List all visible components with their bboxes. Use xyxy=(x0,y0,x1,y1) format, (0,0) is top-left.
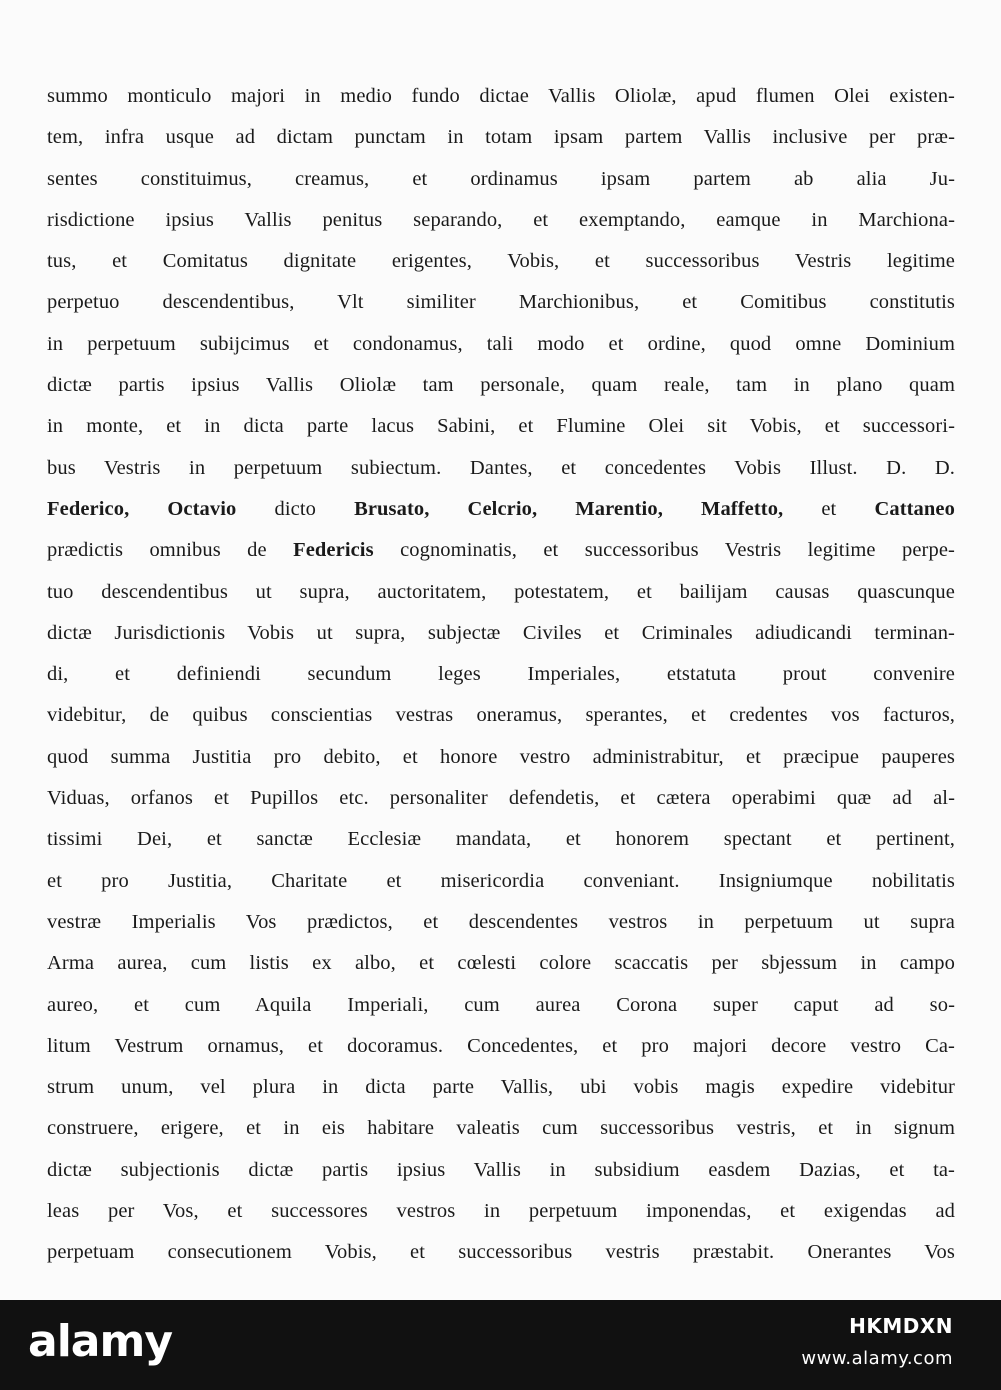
text-line: bus Vestris in perpetuum subiectum. Dantes, et concedentes Vobis Illust. D. D. xyxy=(47,456,955,479)
text-line: quod summa Justitia pro debito, et honore vestro administrabitur, et præcipue pauperes xyxy=(47,745,955,768)
text-line: dictæ partis ipsius Vallis Oliolæ tam personale, quam reale, tam in plano quam xyxy=(47,374,955,397)
bold-name: Octavio xyxy=(167,497,237,520)
text-line: Viduas, orfanos et Pupillos etc. personaliter defendetis, et cætera operabimi quæ ad al- xyxy=(47,787,955,810)
text-line: litum Vestrum ornamus, et docoramus. Concedentes, et pro majori decore vestro Ca- xyxy=(47,1034,955,1057)
text-line: risdictione ipsius Vallis penitus separando, et exemptando, eamque in Marchiona- xyxy=(47,208,955,231)
text-line: dictæ subjectionis dictæ partis ipsius Vallis in subsidium easdem Dazias, et ta- xyxy=(47,1158,955,1181)
bold-name: Maffetto, xyxy=(701,497,784,520)
bold-name: Marentio, xyxy=(575,497,663,520)
text-line: perpetuo descendentibus, Vlt similiter Marchionibus, et Comitibus constitutis xyxy=(47,291,955,314)
text-line: dictæ Jurisdictionis Vobis ut supra, subjectæ Civiles et Criminales adiudicandi terminan- xyxy=(47,621,955,644)
bold-name: Cattaneo xyxy=(874,497,955,520)
text-line: tus, et Comitatus dignitate erigentes, Vobis, et successoribus Vestris legitime xyxy=(47,250,955,273)
text-line: strum unum, vel plura in dicta parte Vallis, ubi vobis magis expedire videbitur xyxy=(47,1076,955,1099)
text-line: Arma aurea, cum listis ex albo, et cœlesti colore scaccatis per sbjessum in campo xyxy=(47,952,955,975)
alamy-logo: alamy xyxy=(28,1316,172,1367)
bold-name: Brusato, xyxy=(354,497,430,520)
text-line: videbitur, de quibus conscientias vestras oneramus, sperantes, et credentes vos facturos, xyxy=(47,704,955,727)
text-line: di, et definiendi secundum leges Imperiales, etstatuta prout convenire xyxy=(47,663,955,686)
text-line: et pro Justitia, Charitate et misericordia conveniant. Insigniumque nobilitatis xyxy=(47,869,955,892)
image-id: HKMDXN xyxy=(849,1314,953,1338)
text-line: aureo, et cum Aquila Imperiali, cum aurea Corona super caput ad so- xyxy=(47,993,955,1016)
text-line: Federico, Octavio dicto Brusato, Celcrio, Marentio, Maffetto, et Cattaneo xyxy=(47,497,955,520)
text-line: vestræ Imperialis Vos prædictos, et descendentes vestros in perpetuum ut supra xyxy=(47,910,955,933)
text-line: in monte, et in dicta parte lacus Sabini, et Flumine Olei sit Vobis, et successori- xyxy=(47,415,955,438)
document-text-block xyxy=(47,76,955,1274)
text-line: perpetuam consecutionem Vobis, et successoribus vestris præstabit. Onerantes Vos xyxy=(47,1241,955,1264)
text-line: construere, erigere, et in eis habitare valeatis cum successoribus vestris, et in signum xyxy=(47,1117,955,1140)
text-line: summo monticulo majori in medio fundo dictae Vallis Oliolæ, apud flumen Olei existen- xyxy=(47,85,955,107)
bold-name: Federicis xyxy=(293,539,374,562)
text-line: tem, infra usque ad dictam punctam in totam ipsam partem Vallis inclusive per præ- xyxy=(47,126,955,149)
bold-name: Federico, xyxy=(47,497,130,520)
text-line: in perpetuum subijcimus et condonamus, tali modo et ordine, quod omne Dominium xyxy=(47,332,955,355)
text-line: leas per Vos, et successores vestros in perpetuum imponendas, et exigendas ad xyxy=(47,1200,955,1223)
text-line: prædictis omnibus de Federicis cognominatis, et successoribus Vestris legitime perpe- xyxy=(47,539,955,562)
text-line: sentes constituimus, creamus, et ordinamus ipsam partem ab alia Ju- xyxy=(47,167,955,190)
text-line: tuo descendentibus ut supra, auctoritatem, potestatem, et bailijam causas quascunque xyxy=(47,580,955,603)
bold-name: Celcrio, xyxy=(467,497,538,520)
site-url: www.alamy.com xyxy=(801,1348,953,1369)
text-line: tissimi Dei, et sanctæ Ecclesiæ mandata, et honorem spectant et pertinent, xyxy=(47,828,955,851)
